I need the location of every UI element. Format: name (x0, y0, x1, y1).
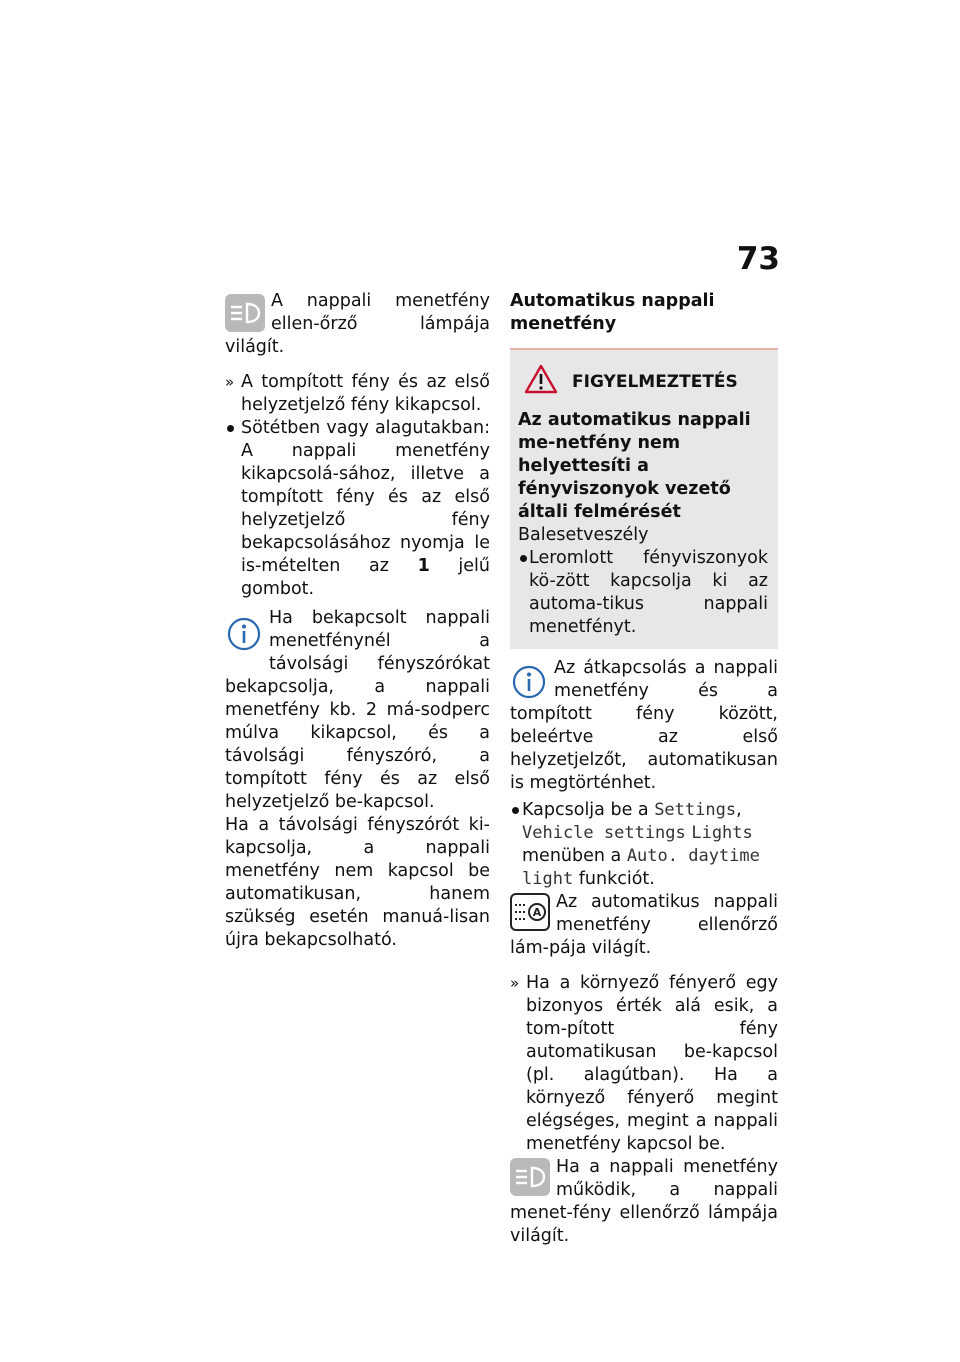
menu-auto-daytime-light: Auto. daytime light (522, 846, 760, 889)
bullet-tunnel: Sötétben vagy alagutakban: A nappali menetfény kikapcsolá-sához, illetve a tompított fény és az első helyzetjelző fény bekapcsolásához nyomja le is-mételten az 1 jelű gombot. (225, 417, 490, 601)
auto-info-note (510, 657, 778, 795)
warning-title (518, 364, 768, 401)
warning-subline: Balesetveszély (518, 525, 649, 545)
drl-active-note-text: Ha a nappali menetfény működik, a nappali menet-fény ellenőrző lámpája világít. (510, 1157, 778, 1246)
svg-text:A: A (532, 906, 542, 919)
menu-settings: Settings (654, 800, 737, 820)
info-text-2: Ha a távolsági fényszórót ki-kapcsolja, a nappali menetfény nem kapcsol be automatikusan, hanem szükség esetén manuá-lisan újra bekapcsolható. (225, 815, 490, 950)
auto-drl-indicator-note (510, 891, 778, 960)
daytime-light-icon (510, 1158, 550, 1196)
section-heading: Automatikus nappali menetfény (510, 291, 715, 334)
auto-info-text: Az átkapcsolás a nappali menetfény és a tompított fény között, beleértve az első helyzetjelzőt, automatikusan is megtörténhet. (510, 658, 778, 793)
warning-headline: Az automatikus nappali me-netfény nem helyettesíti a fényviszonyok vezető általi felmérését (518, 410, 751, 522)
warning-label: FIGYELMEZTETÉS (572, 372, 738, 392)
right-column (510, 290, 778, 1248)
info-note (225, 607, 490, 952)
daytime-light-icon (225, 294, 265, 332)
menu-lights: Lights (691, 823, 753, 843)
drl-indicator-note (225, 290, 490, 359)
warning-bullet: Leromlott fényviszonyok kö-zött kapcsolja ki az automa-tikus nappali menetfényt. (518, 547, 768, 639)
result-low-beam-off: » A tompított fény és az első helyzetjelző fény kikapcsol. (225, 371, 490, 417)
bullet-settings: Kapcsolja be a Settings, Vehicle settings Lights menüben a Auto. daytime light funkciót. (510, 799, 778, 891)
info-text-1: Ha bekapcsolt nappali menetfénynél a távolsági fényszórókat bekapcsolja, a nappali menetfény kb. 2 má-sodperc múlva kikapcsol, és a távolsági fényszóró, a tompított fény és az első helyzetjelző be-kapcsol. (225, 608, 490, 812)
info-icon (225, 615, 263, 653)
result-ambient-light: » Ha a környező fényerő egy bizonyos érték alá esik, a tom-pított fény automatikusan be-kapcsol (pl. alagútban). Ha a környező fényerő megint elégséges, megint a nappali menetfény kapcsol be. (510, 972, 778, 1156)
auto-drl-note-text: Az automatikus nappali menetfény ellenőrző lám-pája világít. (510, 892, 778, 958)
warning-box (510, 348, 778, 649)
info-icon (510, 663, 548, 701)
button-number: 1 (417, 556, 430, 576)
auto-light-icon (510, 893, 550, 931)
drl-note-text: A nappali menetfény ellen-őrző lámpája világít. (225, 291, 490, 357)
page-number: 73 (736, 241, 780, 277)
menu-vehicle-settings: Vehicle settings (522, 823, 686, 843)
drl-active-note (510, 1156, 778, 1248)
left-column (225, 290, 490, 952)
warning-triangle-icon (524, 364, 558, 401)
